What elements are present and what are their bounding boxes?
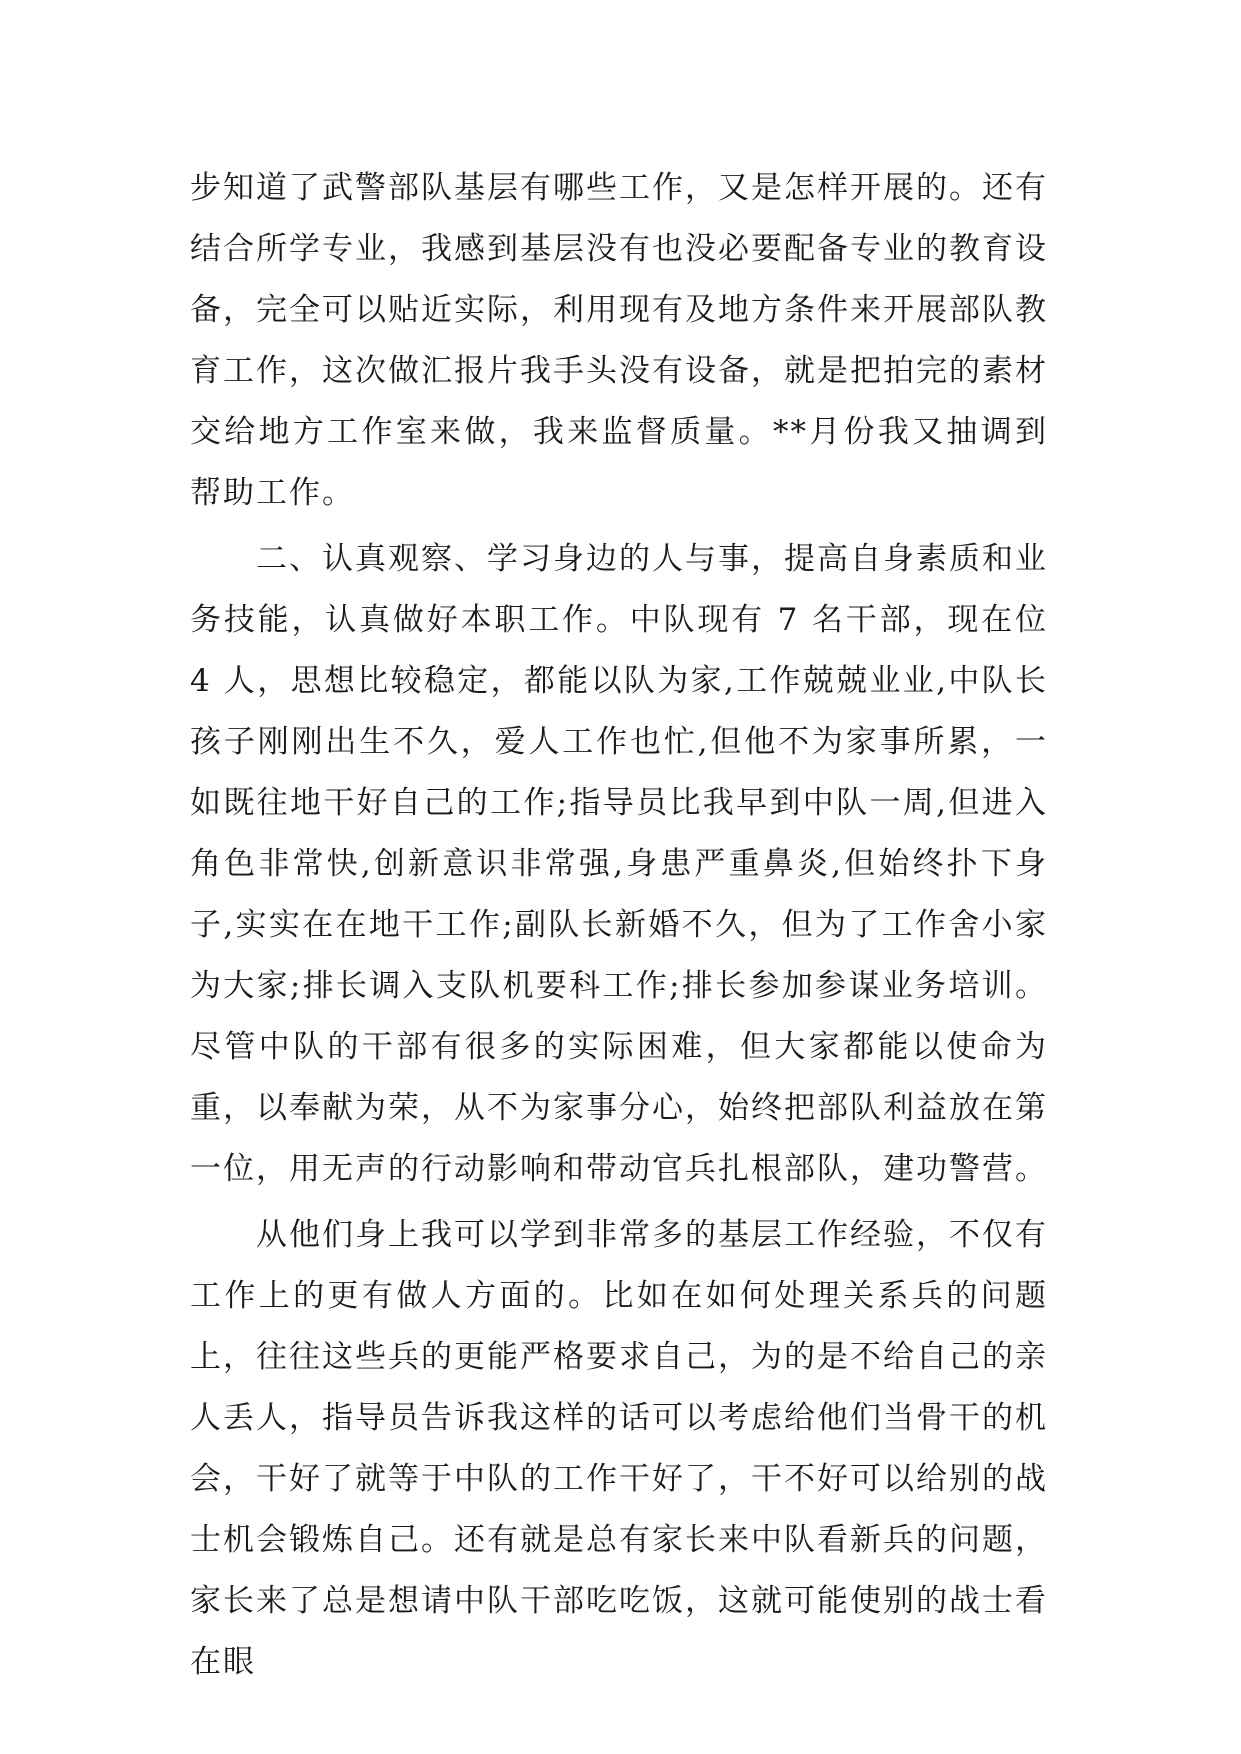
paragraph-continuation: 步知道了武警部队基层有哪些工作，又是怎样开展的。还有结合所学专业，我感到基层没有也没必要配备专业的教育设备，完全可以贴近实际，利用现有及地方条件来开展部队教育工作，这次做汇报片我手头没有设备，就是把拍完的素材交给地方工作室来做，我来监督质量。**月份我又抽调到帮助工作。 — [190, 170, 1048, 511]
paragraph-section-two: 二、认真观察、学习身边的人与事，提高自身素质和业务技能，认真做好本职工作。中队现有 7 名干部，现在位 4 人，思想比较稳定，都能以队为家,工作兢兢业业,中队长孩子刚刚出生不久，爱人工作也忙,但他不为家事所累，一如既往地干好自己的工作;指导员比我早到中队一周,但进入角色非常快,创新意识非常强,身患严重鼻炎,但始终扑下身子,实实在在地干工作;副队长新婚不久，但为了工作舍小家为大家;排长调入支队机要科工作;排长参加参谋业务培训。尽管中队的干部有很多的实际困难，但大家都能以使命为重，以奉献为荣，从不为家事分心，始终把部队利益放在第一位，用无声的行动影响和带动官兵扎根部队，建功警营。 — [190, 541, 1048, 1187]
paragraph-experience: 从他们身上我可以学到非常多的基层工作经验，不仅有工作上的更有做人方面的。比如在如何处理关系兵的问题上，往往这些兵的更能严格要求自己，为的是不给自己的亲人丢人，指导员告诉我这样的话可以考虑给他们当骨干的机会，干好了就等于中队的工作干好了，干不好可以给别的战士机会锻炼自己。还有就是总有家长来中队看新兵的问题，家长来了总是想请中队干部吃吃饭，这就可能使别的战士看在眼 — [190, 1217, 1048, 1680]
document-body — [190, 158, 1048, 1698]
